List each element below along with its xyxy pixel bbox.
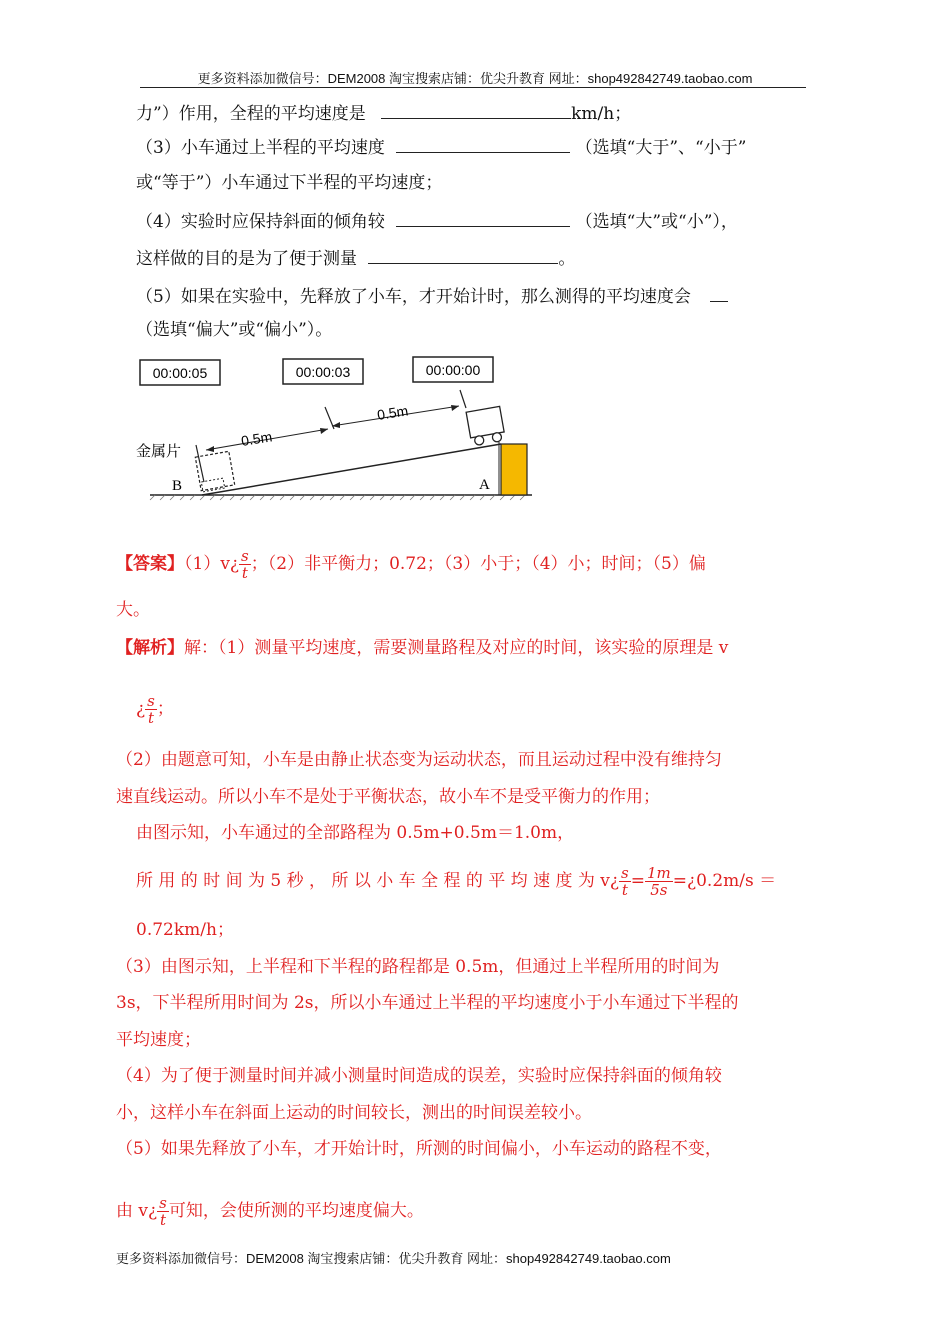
car-start: [466, 406, 505, 446]
header-divider: [140, 87, 806, 88]
end-marker: [196, 445, 204, 482]
timer-mid-text: 00:00:03: [295, 364, 351, 380]
formula-s-over-t: $\frac{s}{t}$: [241, 547, 249, 582]
unit-text: km/h；: [571, 104, 632, 124]
answer-line-1: [116, 548, 706, 581]
analysis-line-13: （5）如果先释放了小车，才开始计时，所测的时间偏小，小车运动的路程不变，: [116, 1139, 722, 1159]
analysis-line-12: 小，这样小车在斜面上运动的时间较长，测出的时间误差较小。: [116, 1103, 592, 1123]
metal-plate-label: 金属片: [136, 442, 182, 460]
upper-distance-label: 0.5m: [375, 402, 410, 423]
page-header: 更多资料添加微信号：DEM2008 淘宝搜索店铺：优尖升教育 网址：shop492842749.taobao.com: [197, 71, 753, 86]
timer-left-text: 00:00:05: [152, 365, 208, 381]
formula-1m-over-5s: $\frac{1m}{5s}$: [646, 864, 671, 899]
question-text: 这样做的目的是为了便于测量: [136, 249, 357, 269]
lower-distance-label: 0.5m: [239, 428, 274, 449]
answer-blank-measure: [368, 245, 558, 264]
question-line-6: [136, 283, 728, 309]
incline-experiment-diagram: [136, 352, 536, 512]
question-line-4: [136, 208, 738, 234]
analysis-line-5: 由图示知，小车通过的全部路程为 0.5m+0.5m＝1.0m，: [136, 823, 575, 843]
analysis-line-9: 3s，下半程所用时间为 2s，所以小车通过上半程的平均速度小于小车通过下半程的: [116, 993, 739, 1013]
analysis-line-11: （4）为了便于测量时间并减小测量时间造成的误差，实验时应保持斜面的倾角较: [116, 1066, 722, 1086]
question-line-7: （选填“偏大”或“偏小”）。: [136, 320, 333, 340]
analysis-line-8: （3）由图示知，上半程和下半程的路程都是 0.5m，但通过上半程所用的时间为: [116, 957, 720, 977]
point-b-label: B: [172, 478, 183, 494]
question-text: （4）实验时应保持斜面的倾角较: [136, 212, 385, 232]
timer-right-text: 00:00:00: [425, 362, 481, 378]
formula-s-over-t: $\frac{s}{t}$: [621, 864, 629, 899]
question-text: （选填“大于”、“小于”: [575, 138, 747, 158]
analysis-line-10: 平均速度；: [116, 1030, 201, 1050]
analysis-text: 解：（1）测量平均速度，需要测量路程及对应的时间，该实验的原理是 v: [184, 638, 729, 658]
analysis-line-7: 0.72km/h；: [136, 920, 234, 940]
answer-text: ；（2）非平衡力；0.72；（3）小于；（4）小；时间；（5）偏: [250, 554, 706, 574]
analysis-tag: 【解析】: [116, 638, 184, 658]
arrow-head: [206, 446, 214, 452]
answer-blank-compare: [396, 134, 570, 153]
question-text: 。: [558, 249, 576, 269]
question-text: 力”）作用，全程的平均速度是: [136, 104, 366, 124]
question-line-2: [136, 134, 746, 160]
analysis-line-6: 所 用 的 时 间 为 5 秒 ， 所 以 小 车 全 程 的 平 均 速 度 为 v¿ $\frac{s}{t}$ = $\frac{1m}{5s}$ =¿0.2m/s ＝: [136, 864, 777, 899]
timer-right-pointer: [460, 390, 466, 408]
question-text: （选填“大”或“小”），: [575, 212, 738, 232]
analysis-line-3: （2）由题意可知，小车是由静止状态变为运动状态，而且运动过程中没有维持匀: [116, 750, 722, 770]
question-line-3: 或“等于”）小车通过下半程的平均速度；: [136, 173, 443, 193]
incline-surface: [202, 444, 501, 495]
answer-blank-avg-speed: [381, 100, 571, 119]
metal-plate: [201, 478, 224, 492]
arrow-head: [320, 428, 328, 434]
analysis-line-2: ¿ $\frac{s}{t}$ ；: [136, 692, 174, 727]
arrow-head: [451, 405, 459, 411]
point-a-label: A: [479, 477, 490, 493]
question-line-1: [136, 100, 631, 126]
analysis-line-1: [116, 636, 728, 660]
question-line-5: [136, 245, 575, 271]
analysis-line-4: 速直线运动。所以小车不是处于平衡状态，故小车不是受平衡力的作用；: [116, 787, 660, 807]
formula-s-over-t: $\frac{s}{t}$: [147, 692, 155, 727]
answer-text: （1）v¿: [184, 554, 240, 574]
support-block: [501, 444, 527, 495]
answer-blank-bias: [710, 283, 728, 302]
analysis-line-14: 由 v¿ $\frac{s}{t}$ 可知，会使所测的平均速度偏大。: [116, 1194, 424, 1229]
answer-blank-angle: [396, 208, 570, 227]
question-text: （5）如果在实验中，先释放了小车，才开始计时，那么测得的平均速度会: [136, 287, 691, 307]
answer-tag: 【答案】: [116, 554, 184, 574]
formula-s-over-t: $\frac{s}{t}$: [159, 1194, 167, 1229]
question-text: （3）小车通过上半程的平均速度: [136, 138, 385, 158]
page-footer: 更多资料添加微信号：DEM2008 淘宝搜索店铺：优尖升教育 网址：shop492842749.taobao.com: [116, 1251, 671, 1266]
answer-line-2: 大。: [116, 600, 150, 620]
